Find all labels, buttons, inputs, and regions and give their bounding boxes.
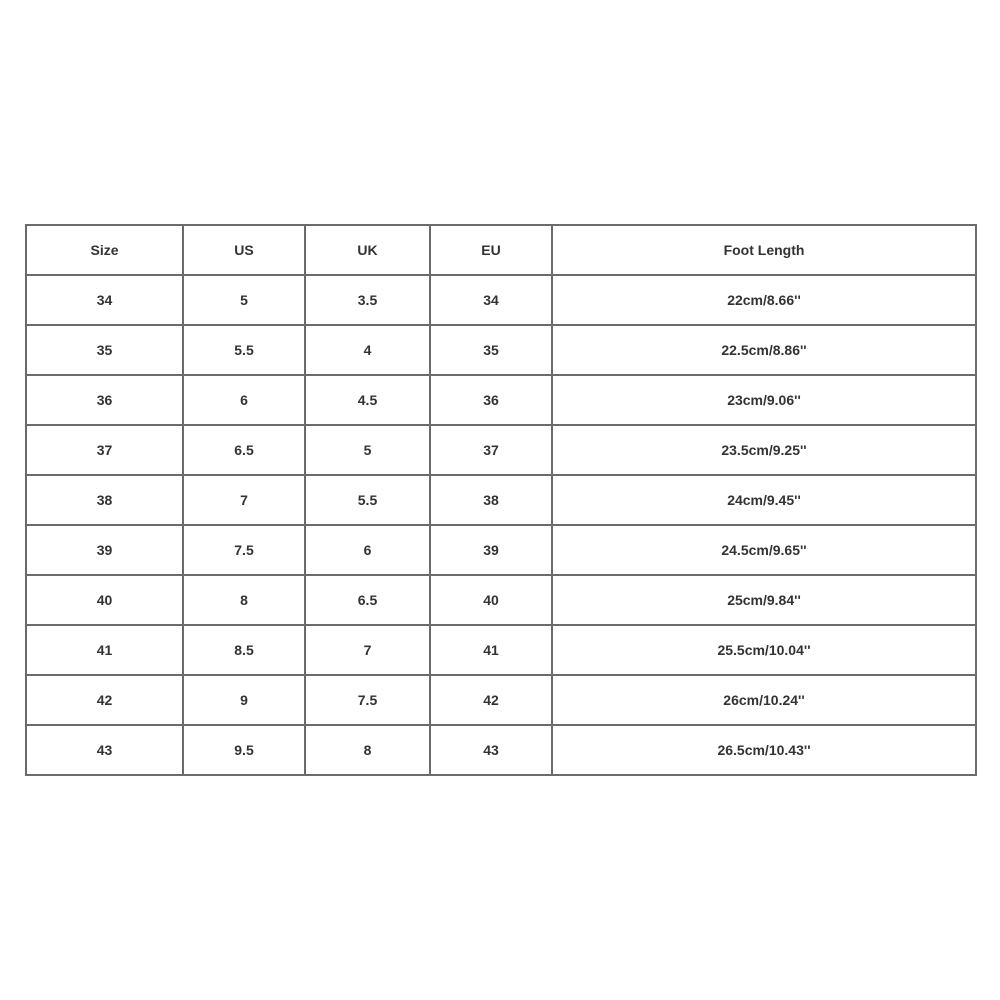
table-row (26, 275, 976, 325)
cell-uk: 5 (305, 425, 430, 475)
cell-eu: 40 (430, 575, 552, 625)
cell-eu: 37 (430, 425, 552, 475)
cell-uk: 5.5 (305, 475, 430, 525)
cell-size: 42 (26, 675, 183, 725)
cell-us: 9.5 (183, 725, 305, 775)
cell-eu: 42 (430, 675, 552, 725)
header-foot-length: Foot Length (552, 225, 976, 275)
cell-uk: 8 (305, 725, 430, 775)
cell-size: 39 (26, 525, 183, 575)
header-eu: EU (430, 225, 552, 275)
table-row (26, 675, 976, 725)
cell-foot-length: 22.5cm/8.86'' (552, 325, 976, 375)
cell-uk: 7.5 (305, 675, 430, 725)
cell-us: 6.5 (183, 425, 305, 475)
table-row (26, 625, 976, 675)
cell-us: 6 (183, 375, 305, 425)
cell-size: 43 (26, 725, 183, 775)
cell-size: 38 (26, 475, 183, 525)
header-size: Size (26, 225, 183, 275)
cell-uk: 7 (305, 625, 430, 675)
table-row (26, 475, 976, 525)
cell-us: 8 (183, 575, 305, 625)
cell-us: 7.5 (183, 525, 305, 575)
cell-us: 8.5 (183, 625, 305, 675)
cell-foot-length: 26cm/10.24'' (552, 675, 976, 725)
cell-foot-length: 23cm/9.06'' (552, 375, 976, 425)
cell-uk: 3.5 (305, 275, 430, 325)
header-us: US (183, 225, 305, 275)
cell-eu: 43 (430, 725, 552, 775)
cell-eu: 36 (430, 375, 552, 425)
cell-foot-length: 24.5cm/9.65'' (552, 525, 976, 575)
cell-uk: 6 (305, 525, 430, 575)
table-row (26, 525, 976, 575)
cell-eu: 41 (430, 625, 552, 675)
cell-size: 41 (26, 625, 183, 675)
table-row (26, 725, 976, 775)
cell-foot-length: 22cm/8.66'' (552, 275, 976, 325)
cell-us: 7 (183, 475, 305, 525)
cell-uk: 4 (305, 325, 430, 375)
cell-foot-length: 23.5cm/9.25'' (552, 425, 976, 475)
cell-foot-length: 25.5cm/10.04'' (552, 625, 976, 675)
cell-size: 40 (26, 575, 183, 625)
table-row (26, 425, 976, 475)
cell-us: 9 (183, 675, 305, 725)
cell-us: 5 (183, 275, 305, 325)
cell-foot-length: 25cm/9.84'' (552, 575, 976, 625)
cell-uk: 4.5 (305, 375, 430, 425)
cell-size: 35 (26, 325, 183, 375)
table-row (26, 575, 976, 625)
table-header (26, 225, 976, 275)
table-row (26, 325, 976, 375)
cell-size: 37 (26, 425, 183, 475)
cell-foot-length: 26.5cm/10.43'' (552, 725, 976, 775)
cell-uk: 6.5 (305, 575, 430, 625)
header-row (26, 225, 976, 275)
cell-us: 5.5 (183, 325, 305, 375)
size-chart-table (25, 224, 977, 776)
header-uk: UK (305, 225, 430, 275)
cell-size: 36 (26, 375, 183, 425)
cell-foot-length: 24cm/9.45'' (552, 475, 976, 525)
table-row (26, 375, 976, 425)
cell-eu: 35 (430, 325, 552, 375)
cell-eu: 34 (430, 275, 552, 325)
table-body (26, 275, 976, 775)
cell-eu: 38 (430, 475, 552, 525)
cell-size: 34 (26, 275, 183, 325)
cell-eu: 39 (430, 525, 552, 575)
